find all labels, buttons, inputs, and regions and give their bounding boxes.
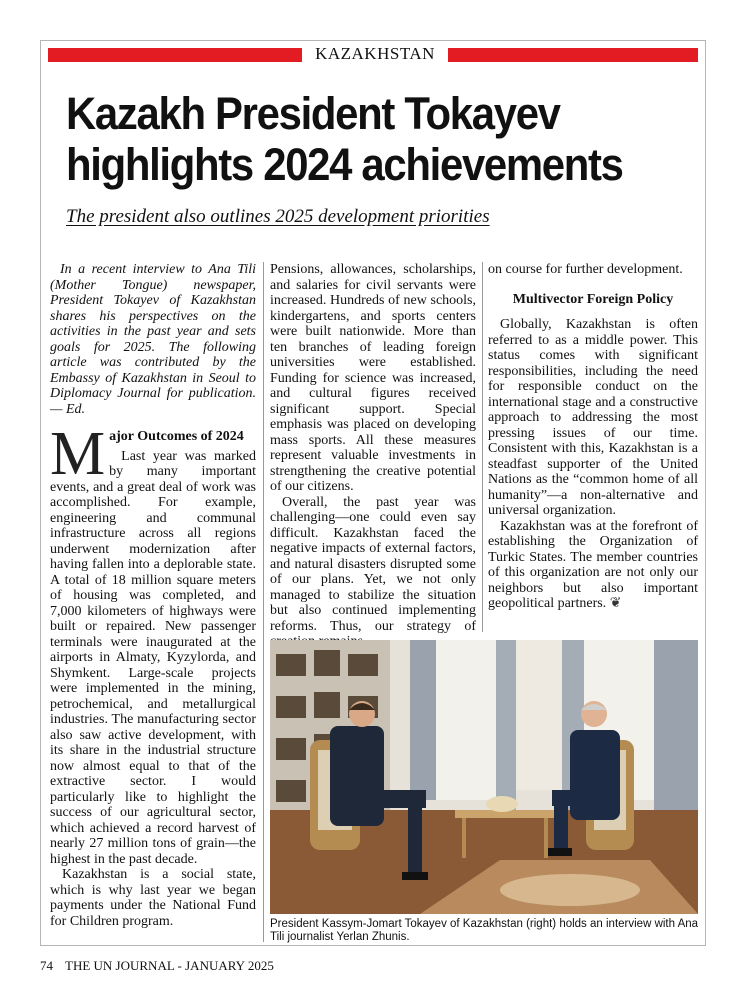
- body-paragraph: Kazakhstan is a social state, which is why last year we began payments under the National Fund for Children program.: [50, 867, 256, 929]
- body-paragraph: Overall, the past year was challenging—one could even say difficult. Kazakhstan faced the negative impacts of external factors, and natural disasters disrupted some of our plans. Yet, we not only managed to stabilize the situation but also continued implementing reforms. Thus, our strategy of: [270, 494, 476, 634]
- subtitle-major-outcomes: ajor Outcomes of 2024: [109, 429, 244, 444]
- publication-name: THE UN JOURNAL - JANUARY 2025: [65, 958, 274, 973]
- body-paragraph: [488, 519, 698, 612]
- body-paragraph: Last year was marked by many important events, and a great deal of work was accomplished. For example, engineering and communal infrastructure across all regions underwent modernization after having fallen into a deplorable state. A total of 18 million square meters of housing was completed, and 7,000 kilometers of highways were built or repaired. New passenger terminals were inaugurated at the airports in Almaty, Kyzylorda, and Shymkent. Large-scale projects were implemented in the mining, petrochemical, and metallurgical industries. The manufacturing sector also saw active development, with its share in the industrial structure now almost equal to that of the extractive sector. I would particularly like to highlight the success of our agricultural sector, which achieved a record harvest of nearly 27 million tons of grain—the highest in the past decade.: [50, 448, 256, 867]
- subtitle-foreign-policy: Multivector Foreign Policy: [512, 291, 674, 307]
- page-number: 74: [40, 958, 53, 973]
- interview-photo: [270, 640, 698, 914]
- column-rule: [482, 262, 483, 632]
- interview-photo-illustration: [270, 640, 698, 914]
- body-paragraph: Pensions, allowances, scholarships, and salaries for civil servants were increased. Hundreds of new schools, kindergartens, and sports centers were built nationwide. More than ten branches of leading foreign universities were established. Funding for science was increased, and cultural figures received significant support. Special emphasis was placed on developing mass sports. All these measures represent valuable investments in strengthening the creative potential of our citizens.: [270, 262, 476, 494]
- column-1: [50, 262, 256, 929]
- end-mark-icon: ❦: [609, 596, 622, 611]
- headline-line-2: highlights 2024 achievements: [66, 139, 623, 190]
- section-bar-right: [448, 48, 698, 62]
- column-rule: [263, 262, 264, 942]
- editor-intro: In a recent interview to Ana Tili (Mother Tongue) newspaper, President Tokayev of Kazakhstan shares his perspectives on the activities in the past year and sets goals for 2025. The following article was contributed by the Embassy of Kazakhstan in Seoul to Diplomacy Journal for publication. — Ed.: [50, 262, 256, 417]
- column-2: [270, 262, 476, 650]
- drop-cap: M: [50, 420, 106, 488]
- section-label: KAZAKHSTAN: [315, 44, 435, 63]
- photo-caption: President Kassym-Jomart Tokayev of Kazakhstan (right) holds an interview with Ana Tili journalist Yerlan Zhunis.: [270, 918, 699, 943]
- headline-line-1: Kazakh President Tokayev: [66, 88, 560, 139]
- body-paragraph: on course for further development.: [488, 262, 683, 277]
- section-opening: [50, 420, 256, 867]
- subhead: The president also outlines 2025 development priorities: [66, 206, 490, 227]
- body-paragraph-text: Kazakhstan was at the forefront of establishing the Organization of Turkic States. The member countries of this organization are not only our neighbors but also important geopolitical partners.: [488, 518, 698, 611]
- page-footer: [40, 958, 274, 974]
- body-paragraph: Globally, Kazakhstan is often referred to as a middle power. This status comes with significant responsibilities, including the need for responsible conduct on the international stage and a constructive approach to addressing the most pressing issues of our time. Consistent with this, Kazakhstan is a steadfast supporter of the United Nations as the “common home of all humanity”—a non-alternative and universal organization.: [488, 317, 698, 518]
- section-bar-left: [48, 48, 302, 62]
- headline: [66, 88, 661, 190]
- column-3: [488, 262, 698, 612]
